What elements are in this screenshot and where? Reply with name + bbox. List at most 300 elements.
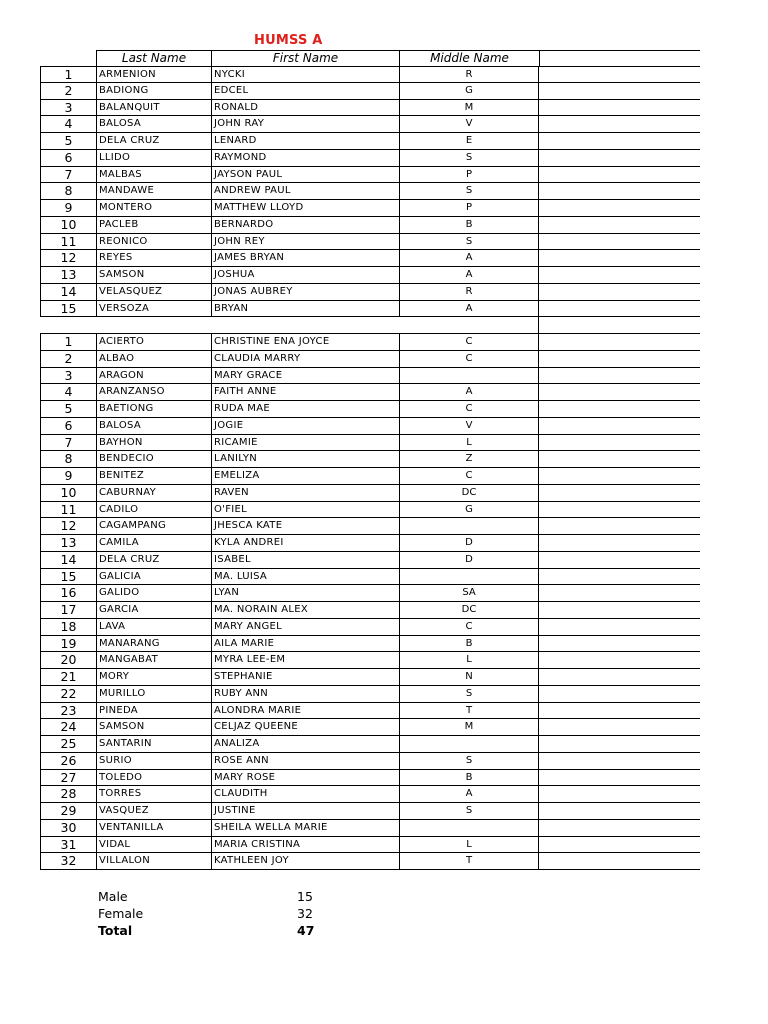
blank-cell [539, 820, 700, 837]
last-name-cell: MURILLO [96, 686, 211, 703]
last-name-cell: VILLALON [96, 853, 211, 870]
last-name-cell: SAMSON [96, 719, 211, 736]
table-row [0, 502, 768, 519]
table-row [0, 518, 768, 535]
table-row [0, 820, 768, 837]
middle-name-cell: E [399, 133, 539, 150]
blank-cell [539, 183, 700, 200]
first-name-cell: MA. LUISA [211, 569, 399, 586]
table-row [0, 351, 768, 368]
blank-cell [539, 150, 700, 167]
first-name-cell: ANALIZA [211, 736, 399, 753]
table-row [0, 418, 768, 435]
last-name-cell: VENTANILLA [96, 820, 211, 837]
blank-cell [539, 569, 700, 586]
first-name-cell: MARY GRACE [211, 368, 399, 385]
middle-name-cell: DC [399, 485, 539, 502]
first-name-cell: JHESCA KATE [211, 518, 399, 535]
middle-name-cell: C [399, 401, 539, 418]
blank-cell [539, 167, 700, 184]
last-name-cell: CADILO [96, 502, 211, 519]
last-name-cell: MONTERO [96, 200, 211, 217]
last-name-cell: ARANZANSO [96, 384, 211, 401]
blank-cell [539, 384, 700, 401]
table-row [0, 569, 768, 586]
blank-cell [539, 217, 700, 234]
first-name-cell: EMELIZA [211, 468, 399, 485]
blank-cell [539, 66, 700, 83]
blank-cell [539, 719, 700, 736]
last-name-cell: BADIONG [96, 83, 211, 100]
middle-name-cell: R [399, 66, 539, 83]
student-number: 11 [40, 234, 96, 251]
table-row [0, 250, 768, 267]
table-row [0, 435, 768, 452]
first-name-cell: MARY ROSE [211, 770, 399, 787]
student-number: 5 [40, 401, 96, 418]
last-name-cell: MANDAWE [96, 183, 211, 200]
last-name-cell: VERSOZA [96, 301, 211, 318]
last-name-cell: VASQUEZ [96, 803, 211, 820]
first-name-cell: RONALD [211, 100, 399, 117]
student-number: 6 [40, 418, 96, 435]
middle-name-cell: N [399, 669, 539, 686]
blank-cell [539, 837, 700, 854]
table-row [0, 652, 768, 669]
table-row [0, 602, 768, 619]
first-name-cell: BRYAN [211, 301, 399, 318]
middle-name-cell: A [399, 301, 539, 318]
student-number: 8 [40, 183, 96, 200]
middle-name-cell: D [399, 552, 539, 569]
total-label: Total [98, 923, 133, 938]
blank-cell [539, 669, 700, 686]
middle-name-cell: S [399, 753, 539, 770]
table-row [0, 786, 768, 803]
student-number: 24 [40, 719, 96, 736]
table-row [0, 150, 768, 167]
table-row [0, 401, 768, 418]
middle-name-cell: S [399, 803, 539, 820]
student-number: 5 [40, 133, 96, 150]
table-row [0, 803, 768, 820]
student-number: 30 [40, 820, 96, 837]
middle-name-cell: B [399, 770, 539, 787]
first-name-cell: O'FIEL [211, 502, 399, 519]
first-name-cell: JOHN REY [211, 234, 399, 251]
last-name-cell: GALICIA [96, 569, 211, 586]
blank-cell [539, 284, 700, 301]
table-row [0, 753, 768, 770]
first-name-cell: JAYSON PAUL [211, 167, 399, 184]
last-name-cell: ACIERTO [96, 334, 211, 351]
enrollment-summary [98, 888, 358, 939]
middle-name-cell: S [399, 183, 539, 200]
middle-name-cell: V [399, 418, 539, 435]
last-name-cell: GALIDO [96, 585, 211, 602]
middle-name-cell: A [399, 267, 539, 284]
last-name-cell: CABURNAY [96, 485, 211, 502]
blank-cell [539, 133, 700, 150]
student-number: 1 [40, 334, 96, 351]
middle-name-cell: L [399, 435, 539, 452]
first-name-cell: JOGIE [211, 418, 399, 435]
summary-total-row [98, 922, 358, 939]
table-row [0, 234, 768, 251]
last-name-cell: MANARANG [96, 636, 211, 653]
blank-cell [539, 786, 700, 803]
blank-cell [539, 468, 700, 485]
table-row [0, 66, 768, 83]
blank-cell [539, 552, 700, 569]
student-number: 6 [40, 150, 96, 167]
table-row [0, 116, 768, 133]
middle-name-cell: L [399, 652, 539, 669]
student-number: 15 [40, 301, 96, 318]
middle-name-cell: C [399, 334, 539, 351]
middle-name-cell: V [399, 116, 539, 133]
table-row [0, 770, 768, 787]
first-name-cell: RAYMOND [211, 150, 399, 167]
student-number: 29 [40, 803, 96, 820]
middle-name-cell: D [399, 535, 539, 552]
last-name-cell: SANTARIN [96, 736, 211, 753]
last-name-cell: VELASQUEZ [96, 284, 211, 301]
middle-name-cell: C [399, 619, 539, 636]
first-name-cell: SHEILA WELLA MARIE [211, 820, 399, 837]
last-name-cell: ARAGON [96, 368, 211, 385]
student-number: 22 [40, 686, 96, 703]
blank-cell [539, 351, 700, 368]
student-number: 7 [40, 167, 96, 184]
table-row [0, 83, 768, 100]
first-name-cell: ALONDRA MARIE [211, 703, 399, 720]
total-count: 47 [297, 923, 315, 938]
blank-cell [539, 368, 700, 385]
student-number: 31 [40, 837, 96, 854]
summary-female-row [98, 905, 358, 922]
last-name-cell: BALOSA [96, 116, 211, 133]
last-name-cell: BAETIONG [96, 401, 211, 418]
blank-cell [539, 736, 700, 753]
table-row [0, 485, 768, 502]
middle-name-cell: SA [399, 585, 539, 602]
student-number: 2 [40, 351, 96, 368]
male-count: 15 [297, 889, 313, 904]
middle-name-cell: M [399, 719, 539, 736]
last-name-cell: SURIO [96, 753, 211, 770]
middle-name-cell: B [399, 217, 539, 234]
first-name-cell: STEPHANIE [211, 669, 399, 686]
table-row [0, 384, 768, 401]
table-row [0, 636, 768, 653]
table-row [0, 719, 768, 736]
table-row [0, 167, 768, 184]
first-name-cell: CHRISTINE ENA JOYCE [211, 334, 399, 351]
first-name-cell: RUDA MAE [211, 401, 399, 418]
middle-name-cell: A [399, 384, 539, 401]
table-row [0, 217, 768, 234]
blank-cell [539, 636, 700, 653]
middle-name-cell: A [399, 250, 539, 267]
last-name-cell: BENITEZ [96, 468, 211, 485]
table-row [0, 334, 768, 351]
table-row [0, 619, 768, 636]
table-row [0, 368, 768, 385]
first-name-cell: MARIA CRISTINA [211, 837, 399, 854]
female-count: 32 [297, 906, 313, 921]
blank-cell [539, 753, 700, 770]
last-name-cell: ALBAO [96, 351, 211, 368]
middle-name-cell: T [399, 853, 539, 870]
first-name-cell: LYAN [211, 585, 399, 602]
middle-name-cell: G [399, 83, 539, 100]
header-last-name: Last Name [96, 50, 211, 67]
table-row [0, 686, 768, 703]
middle-name-cell: S [399, 234, 539, 251]
table-row [0, 837, 768, 854]
first-name-cell: JUSTINE [211, 803, 399, 820]
student-number: 16 [40, 585, 96, 602]
student-number: 3 [40, 100, 96, 117]
student-number: 11 [40, 502, 96, 519]
blank-cell [539, 535, 700, 552]
table-row [0, 183, 768, 200]
middle-name-cell [399, 368, 539, 385]
first-name-cell: FAITH ANNE [211, 384, 399, 401]
middle-name-cell: P [399, 200, 539, 217]
blank-cell [539, 451, 700, 468]
first-name-cell [211, 317, 399, 334]
student-number: 27 [40, 770, 96, 787]
student-number: 14 [40, 552, 96, 569]
table-row [0, 100, 768, 117]
last-name-cell: CAGAMPANG [96, 518, 211, 535]
first-name-cell: ISABEL [211, 552, 399, 569]
table-row [0, 585, 768, 602]
student-number: 13 [40, 535, 96, 552]
table-row [0, 133, 768, 150]
middle-name-cell [399, 569, 539, 586]
first-name-cell: JONAS AUBREY [211, 284, 399, 301]
table-row [0, 284, 768, 301]
blank-cell [539, 435, 700, 452]
table-row [0, 853, 768, 870]
student-number: 19 [40, 636, 96, 653]
first-name-cell: JOHN RAY [211, 116, 399, 133]
first-name-cell: CELJAZ QUEENE [211, 719, 399, 736]
blank-cell [539, 518, 700, 535]
middle-name-cell: P [399, 167, 539, 184]
middle-name-cell: DC [399, 602, 539, 619]
table-row [0, 317, 768, 334]
table-row [0, 451, 768, 468]
student-number: 21 [40, 669, 96, 686]
blank-cell [539, 100, 700, 117]
first-name-cell: NYCKI [211, 66, 399, 83]
blank-cell [539, 803, 700, 820]
last-name-cell: BALOSA [96, 418, 211, 435]
student-number: 15 [40, 569, 96, 586]
blank-cell [539, 585, 700, 602]
student-number: 10 [40, 485, 96, 502]
student-number: 23 [40, 703, 96, 720]
blank-cell [539, 502, 700, 519]
blank-cell [539, 401, 700, 418]
blank-cell [539, 334, 700, 351]
student-number: 2 [40, 83, 96, 100]
blank-cell [539, 116, 700, 133]
middle-name-cell: R [399, 284, 539, 301]
blank-cell [539, 267, 700, 284]
blank-cell [539, 250, 700, 267]
first-name-cell: JOSHUA [211, 267, 399, 284]
last-name-cell [96, 317, 211, 334]
class-title: HUMSS A [254, 33, 323, 48]
first-name-cell: JAMES BRYAN [211, 250, 399, 267]
last-name-cell: BAYHON [96, 435, 211, 452]
last-name-cell: BALANQUIT [96, 100, 211, 117]
table-row [0, 669, 768, 686]
blank-cell [539, 853, 700, 870]
student-number: 4 [40, 116, 96, 133]
student-number: 32 [40, 853, 96, 870]
student-number: 10 [40, 217, 96, 234]
middle-name-cell: S [399, 686, 539, 703]
middle-name-cell: A [399, 786, 539, 803]
first-name-cell: RUBY ANN [211, 686, 399, 703]
last-name-cell: MANGABAT [96, 652, 211, 669]
student-number: 13 [40, 267, 96, 284]
middle-name-cell: M [399, 100, 539, 117]
blank-cell [539, 485, 700, 502]
last-name-cell: ARMENION [96, 66, 211, 83]
student-number: 3 [40, 368, 96, 385]
last-name-cell: CAMILA [96, 535, 211, 552]
student-number: 12 [40, 250, 96, 267]
middle-name-cell: Z [399, 451, 539, 468]
summary-male-row [98, 888, 358, 905]
blank-cell [539, 770, 700, 787]
middle-name-cell [399, 518, 539, 535]
middle-name-cell: T [399, 703, 539, 720]
blank-cell [539, 83, 700, 100]
blank-cell [539, 317, 700, 334]
blank-cell [539, 619, 700, 636]
last-name-cell: MALBAS [96, 167, 211, 184]
first-name-cell: MA. NORAIN ALEX [211, 602, 399, 619]
student-number: 26 [40, 753, 96, 770]
student-number [40, 317, 96, 334]
last-name-cell: TOLEDO [96, 770, 211, 787]
middle-name-cell [399, 736, 539, 753]
last-name-cell: SAMSON [96, 267, 211, 284]
blank-cell [539, 652, 700, 669]
first-name-cell: MARY ANGEL [211, 619, 399, 636]
table-row [0, 703, 768, 720]
student-number: 4 [40, 384, 96, 401]
first-name-cell: MYRA LEE-EM [211, 652, 399, 669]
last-name-cell: VIDAL [96, 837, 211, 854]
student-number: 18 [40, 619, 96, 636]
blank-cell [539, 602, 700, 619]
last-name-cell: REYES [96, 250, 211, 267]
table-row [0, 468, 768, 485]
student-number: 17 [40, 602, 96, 619]
first-name-cell: EDCEL [211, 83, 399, 100]
middle-name-cell: B [399, 636, 539, 653]
last-name-cell: DELA CRUZ [96, 552, 211, 569]
first-name-cell: KYLA ANDREI [211, 535, 399, 552]
female-label: Female [98, 906, 144, 921]
blank-cell [539, 418, 700, 435]
last-name-cell: TORRES [96, 786, 211, 803]
first-name-cell: BERNARDO [211, 217, 399, 234]
student-number: 8 [40, 451, 96, 468]
middle-name-cell: L [399, 837, 539, 854]
first-name-cell: MATTHEW LLOYD [211, 200, 399, 217]
last-name-cell: PACLEB [96, 217, 211, 234]
first-name-cell: KATHLEEN JOY [211, 853, 399, 870]
blank-cell [539, 703, 700, 720]
first-name-cell: ANDREW PAUL [211, 183, 399, 200]
student-number: 25 [40, 736, 96, 753]
last-name-cell: PINEDA [96, 703, 211, 720]
last-name-cell: LAVA [96, 619, 211, 636]
first-name-cell: ROSE ANN [211, 753, 399, 770]
student-number: 7 [40, 435, 96, 452]
last-name-cell: LLIDO [96, 150, 211, 167]
header-first-name: First Name [211, 50, 399, 67]
table-row [0, 267, 768, 284]
table-row [0, 200, 768, 217]
last-name-cell: GARCIA [96, 602, 211, 619]
first-name-cell: CLAUDIA MARRY [211, 351, 399, 368]
middle-name-cell: C [399, 351, 539, 368]
student-number: 1 [40, 66, 96, 83]
blank-cell [539, 200, 700, 217]
blank-cell [539, 234, 700, 251]
table-row [0, 552, 768, 569]
first-name-cell: LANILYN [211, 451, 399, 468]
middle-name-cell: C [399, 468, 539, 485]
student-number: 20 [40, 652, 96, 669]
last-name-cell: MORY [96, 669, 211, 686]
last-name-cell: REONICO [96, 234, 211, 251]
first-name-cell: RAVEN [211, 485, 399, 502]
middle-name-cell: S [399, 150, 539, 167]
middle-name-cell [399, 317, 539, 334]
table-row [0, 301, 768, 318]
student-number: 9 [40, 200, 96, 217]
last-name-cell: BENDECIO [96, 451, 211, 468]
blank-cell [539, 686, 700, 703]
first-name-cell: RICAMIE [211, 435, 399, 452]
first-name-cell: AILA MARIE [211, 636, 399, 653]
middle-name-cell [399, 820, 539, 837]
blank-cell [539, 301, 700, 318]
table-row [0, 736, 768, 753]
student-number: 12 [40, 518, 96, 535]
last-name-cell: DELA CRUZ [96, 133, 211, 150]
middle-name-cell: G [399, 502, 539, 519]
table-row [0, 535, 768, 552]
header-middle-name: Middle Name [399, 50, 539, 67]
male-label: Male [98, 889, 128, 904]
student-number: 28 [40, 786, 96, 803]
first-name-cell: LENARD [211, 133, 399, 150]
first-name-cell: CLAUDITH [211, 786, 399, 803]
